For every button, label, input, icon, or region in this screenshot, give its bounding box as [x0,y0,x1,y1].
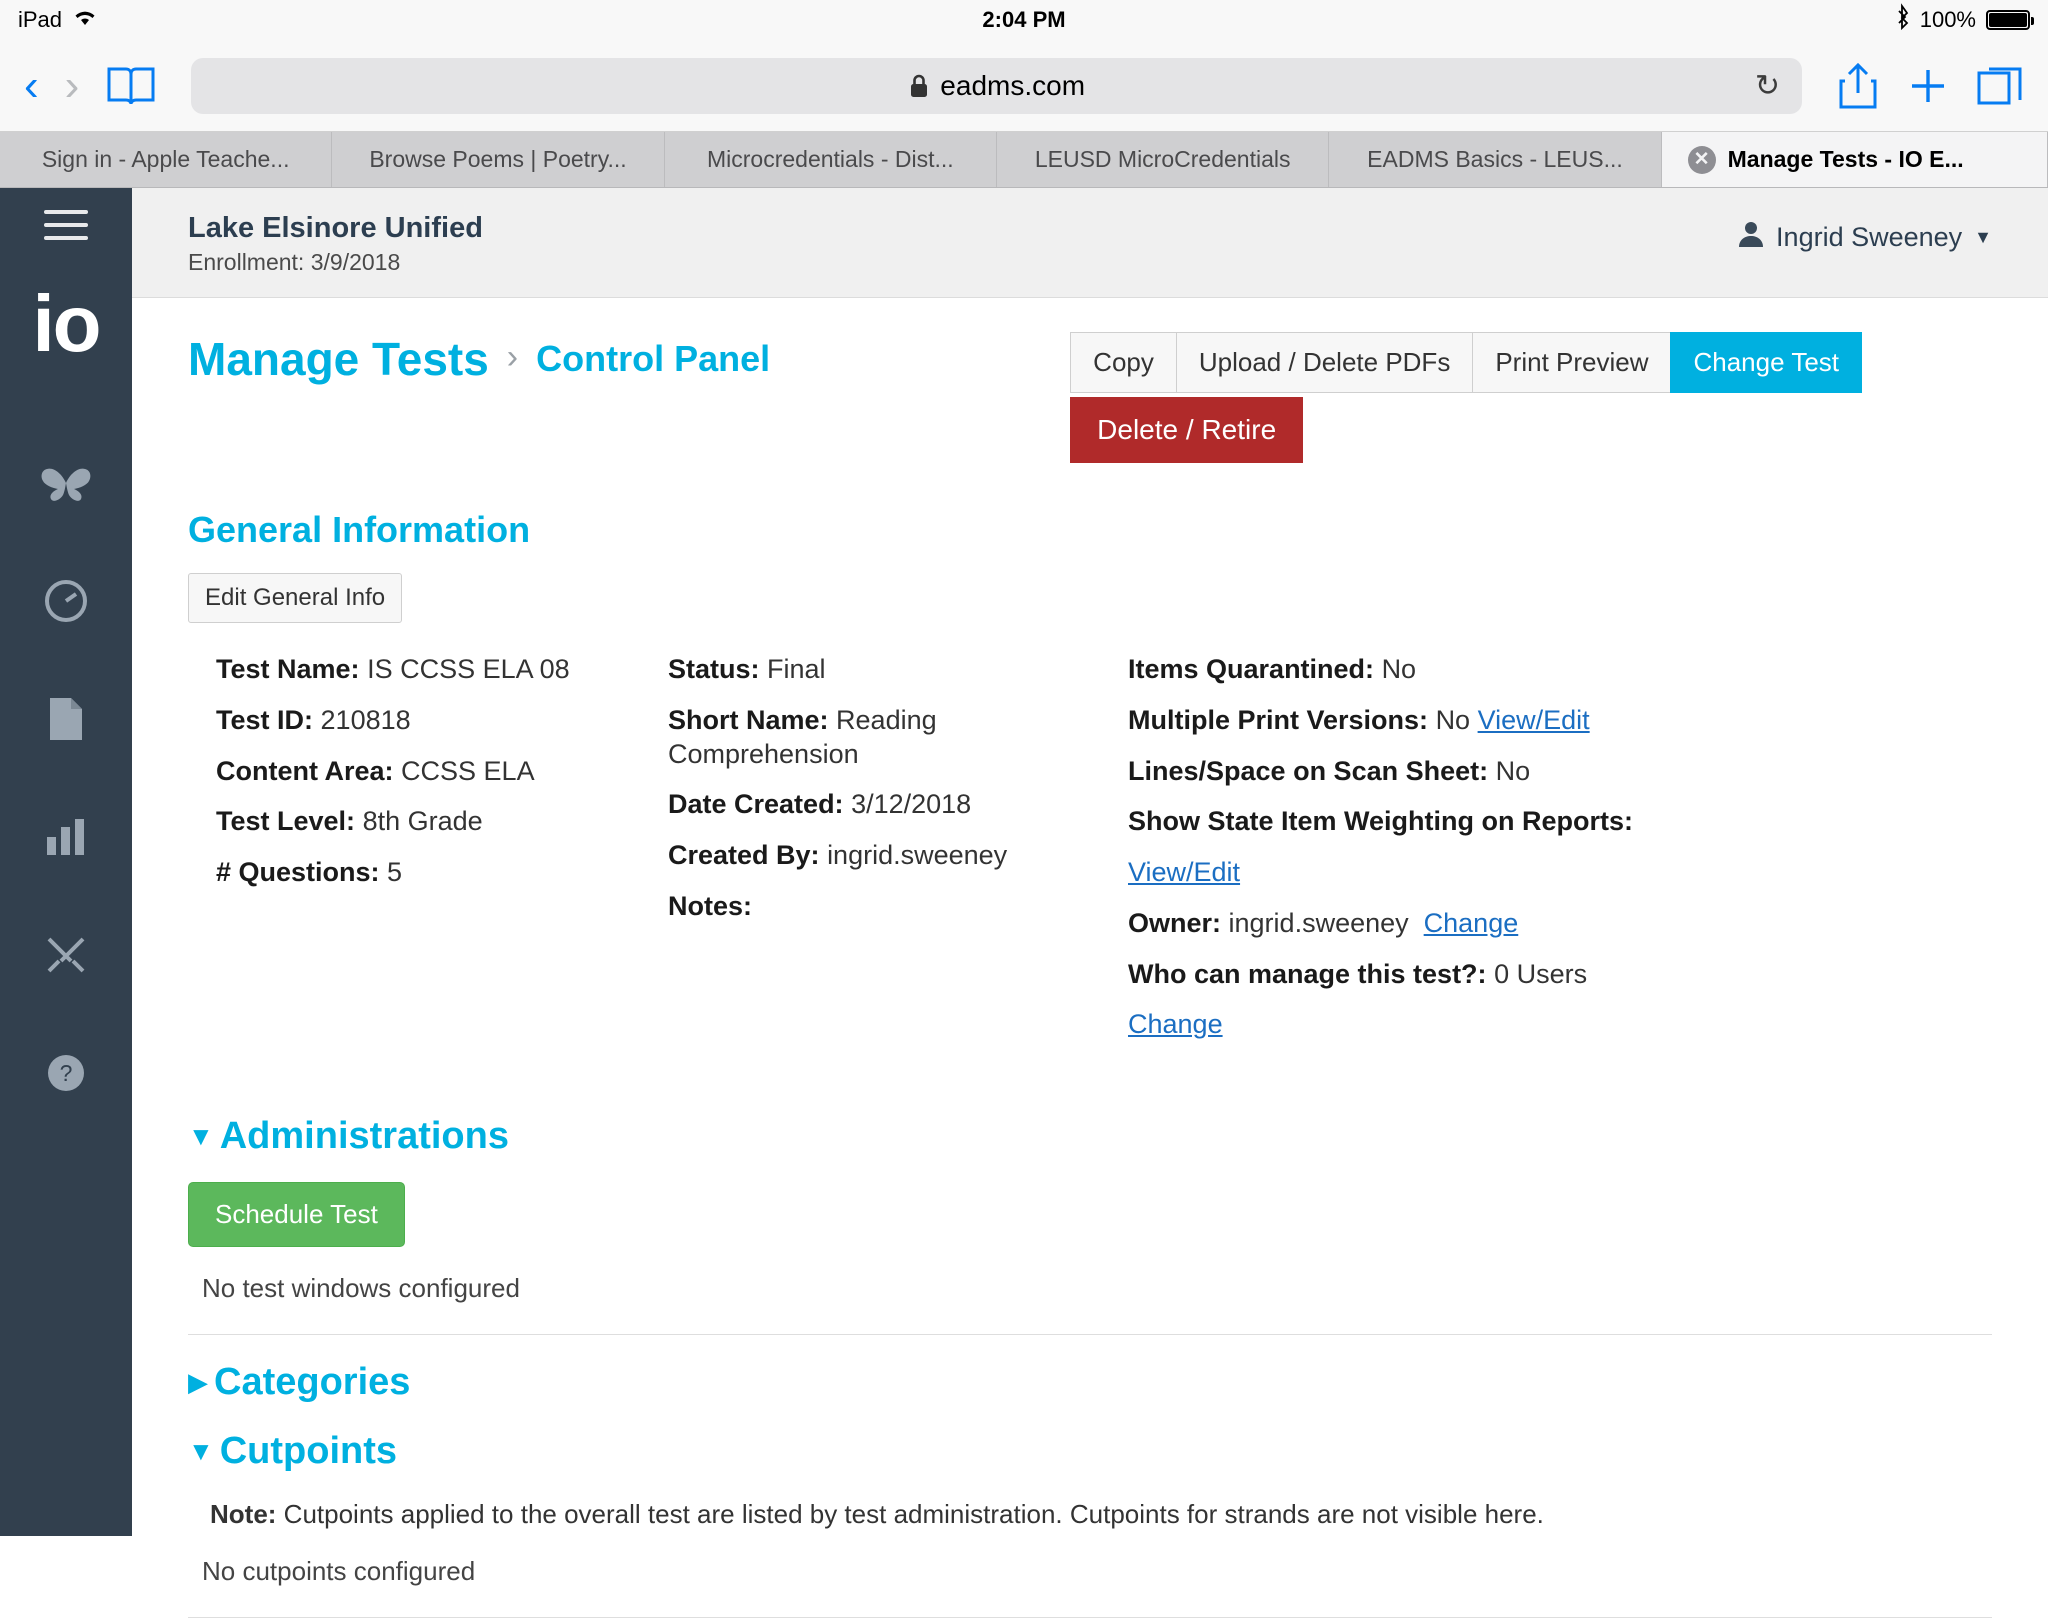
title-row [188,332,1992,463]
plus-icon[interactable] [1906,64,1950,108]
field-short-name [668,704,1128,772]
field-date-created [668,788,1128,822]
tools-icon [43,933,89,977]
copy-button[interactable]: Copy [1070,332,1176,393]
action-buttons [1070,332,1992,463]
clock: 2:04 PM [982,7,1066,32]
change-test-button[interactable]: Change Test [1670,332,1862,393]
book-icon[interactable] [105,63,157,109]
user-icon [1738,220,1764,255]
manage-change-row [1128,1008,1992,1042]
label: Short Name: [668,704,829,735]
browser-tab-5-active[interactable] [1662,132,2048,187]
info-column-1 [188,653,668,1059]
note-label: Note: [210,1499,277,1529]
field-who-can-manage [1128,958,1992,992]
value: Final [767,654,826,684]
label: # Questions: [216,857,380,887]
administrations-heading: Administrations [219,1115,509,1157]
org-name: Lake Elsinore Unified [188,212,483,244]
browser-tab-3[interactable] [997,132,1329,187]
field-num-questions [216,856,668,890]
page-title: Manage Tests [188,333,489,385]
value: IS CCSS ELA 08 [367,654,570,684]
browser-tab-4[interactable] [1329,132,1661,187]
hamburger-menu-icon[interactable] [44,210,88,240]
label: Date Created: [668,789,844,820]
field-content-area [216,755,668,789]
value: ingrid.sweeney [827,840,1008,870]
chevron-down-icon: ▼ [1974,227,1992,247]
sidebar-item-butterfly[interactable] [0,424,132,542]
browser-tab-2[interactable] [665,132,997,187]
cutpoints-section-toggle[interactable] [188,1430,1992,1473]
upload-delete-pdfs-button[interactable]: Upload / Delete PDFs [1176,332,1472,393]
bluetooth-icon [1894,5,1910,35]
value: 8th Grade [362,806,483,837]
label: Notes: [668,890,753,921]
categories-section-toggle[interactable] [188,1361,1992,1404]
info-column-2 [668,653,1128,1059]
sidebar-item-help[interactable] [0,1014,132,1132]
value: 5 [387,857,403,887]
breadcrumb-control-panel[interactable]: Control Panel [536,338,771,379]
browser-tab-strip [0,132,2048,188]
triangle-down-icon: ▼ [188,1121,214,1151]
tab-label: Browse Poems | Poetry... [369,146,627,172]
tabs-icon[interactable] [1976,64,2024,108]
no-cutpoints-text: No cutpoints configured [202,1556,476,1586]
divider [188,1334,1992,1335]
administrations-section-toggle[interactable] [188,1115,1992,1158]
label: Multiple Print Versions: [1128,704,1429,735]
label: Who can manage this test?: [1128,958,1487,989]
io-logo [32,278,99,370]
field-lines-space [1128,755,1992,789]
logo-text: io [32,279,100,368]
reload-icon[interactable]: ↻ [1754,69,1780,102]
value: No [1381,654,1417,684]
print-preview-button[interactable]: Print Preview [1472,332,1670,393]
label: Lines/Space on Scan Sheet: [1128,755,1489,786]
battery-percent: 100% [1919,7,1976,32]
device-label: iPad [18,7,63,32]
value: CCSS ELA [401,755,535,786]
url-text: eadms.com [940,69,1086,101]
address-bar[interactable] [191,58,1802,114]
forward-chevron-icon[interactable]: › [64,60,80,110]
value: 0 Users [1494,958,1588,989]
value: ingrid.sweeney [1228,907,1409,938]
user-name: Ingrid Sweeney [1776,222,1963,252]
value: No [1495,755,1531,786]
sidebar-item-documents[interactable] [0,660,132,778]
battery-icon [1986,10,2030,30]
tab-label: LEUSD MicroCredentials [1034,146,1291,172]
manage-change-link[interactable]: Change [1128,1009,1223,1040]
general-information-heading: General Information [188,509,531,550]
field-owner [1128,907,1992,941]
edit-general-info-button[interactable]: Edit General Info [188,573,402,623]
help-icon [45,1052,87,1094]
close-icon[interactable]: ✕ [1688,146,1716,174]
field-test-name [216,653,668,687]
svg-text:?: ? [59,1060,73,1086]
field-state-item-weighting [1128,805,1992,839]
state-weighting-link-row [1128,856,1992,890]
org-header [132,188,2048,298]
field-notes [668,890,1128,924]
butterfly-icon [39,463,93,503]
enrollment-date: Enrollment: 3/9/2018 [188,249,401,275]
delete-retire-button[interactable]: Delete / Retire [1070,397,1303,463]
sidebar-item-tools[interactable] [0,896,132,1014]
general-information-grid [188,653,1992,1059]
label: Created By: [668,840,820,870]
label: Status: [668,654,760,684]
breadcrumb-separator: › [506,338,519,376]
browser-tab-0[interactable] [0,132,332,187]
ios-status-bar [0,0,2048,40]
label: Owner: [1128,907,1222,938]
tab-label: Sign in - Apple Teache... [41,146,290,172]
label: Content Area: [216,755,394,786]
browser-toolbar [0,40,2048,132]
field-status [668,653,1128,687]
label: Test Name: [216,654,360,684]
schedule-test-button[interactable]: Schedule Test [188,1182,405,1247]
triangle-right-icon: ▶ [188,1367,208,1397]
tab-label: Microcredentials - Dist... [706,146,954,172]
cutpoints-heading: Cutpoints [219,1430,398,1472]
sidebar-item-dashboard[interactable] [0,542,132,660]
owner-change-link[interactable]: Change [1423,907,1519,938]
info-column-3 [1128,653,1992,1059]
multiple-print-view-edit-link[interactable]: View/Edit [1477,704,1590,735]
value: No [1435,704,1471,735]
user-menu[interactable] [1738,212,1992,255]
categories-heading: Categories [214,1361,411,1403]
sidebar-item-reports[interactable] [0,778,132,896]
field-created-by [668,839,1128,873]
value: Reading Comprehension [668,704,937,769]
tab-label: EADMS Basics - LEUS... [1367,146,1623,172]
cutpoints-note [188,1499,1992,1530]
label: Test Level: [216,806,356,837]
gauge-icon [43,578,89,624]
back-chevron-icon[interactable]: ‹ [24,60,39,110]
field-items-quarantined [1128,653,1992,687]
label: Items Quarantined: [1128,654,1375,684]
label: Test ID: [216,704,314,735]
value: 210818 [320,704,411,735]
note-text: Cutpoints applied to the overall test are listed by test administration. Cutpoints for strands are not visible here. [283,1499,1544,1529]
document-icon [47,695,85,743]
app-content [132,188,2048,1586]
bar-chart-icon [44,817,88,857]
state-weighting-view-edit-link[interactable]: View/Edit [1128,857,1241,887]
main-panel [132,298,2048,1618]
app-sidebar [0,188,132,1536]
value: 3/12/2018 [851,789,972,820]
no-test-windows-text: No test windows configured [202,1273,520,1303]
lock-icon [908,73,930,99]
field-multiple-print-versions [1128,704,1992,738]
field-test-id [216,704,668,738]
label: Show State Item Weighting on Reports: [1128,806,1634,837]
field-test-level [216,805,668,839]
tab-label: Manage Tests - IO E... [1727,146,1964,172]
browser-tab-1[interactable] [332,132,664,187]
share-icon[interactable] [1836,61,1880,111]
triangle-down-icon: ▼ [188,1436,214,1466]
page-body [0,188,2048,1586]
